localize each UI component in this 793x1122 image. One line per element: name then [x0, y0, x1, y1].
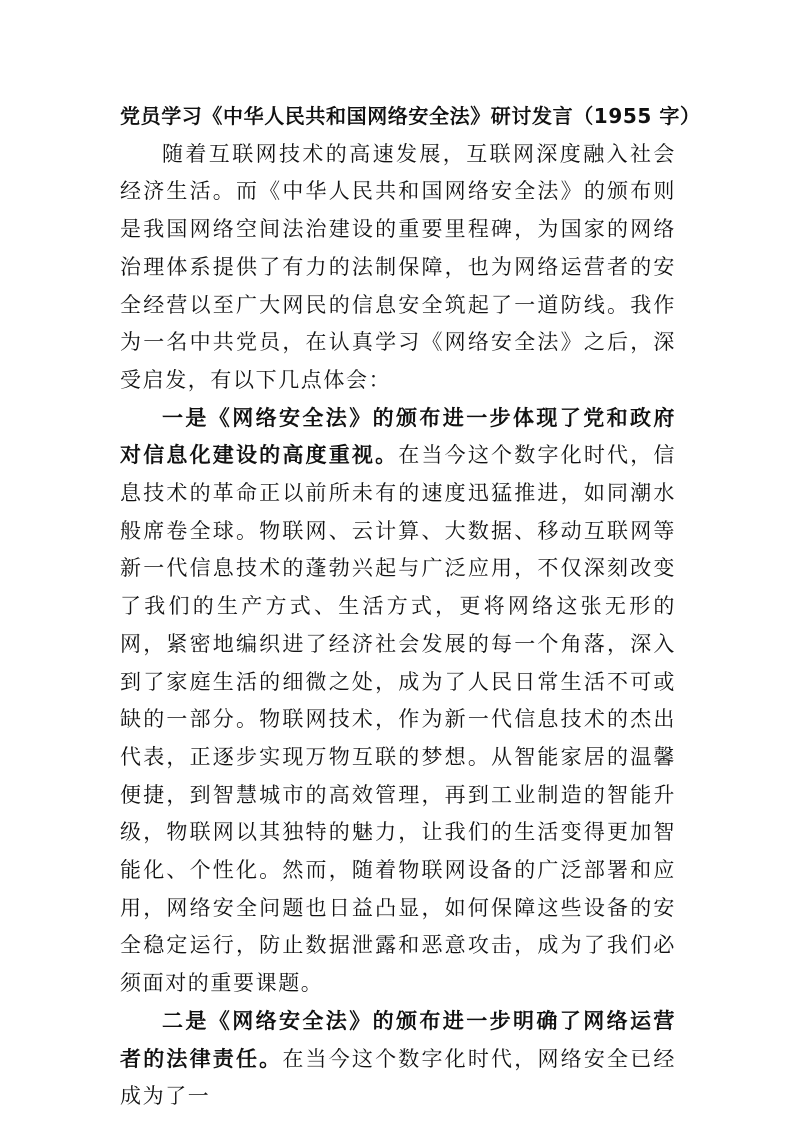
- paragraph-lead: 二是《网络安全法》的颁布进一步明确了网络运营者的法律责任。: [120, 1008, 676, 1071]
- document-title: 党员学习《中华人民共和国网络安全法》研讨发言（1955 字）: [120, 104, 701, 128]
- document-body: [120, 98, 701, 1116]
- paragraph-point-two: [120, 1003, 676, 1116]
- paragraph-text: 在当今这个数字化时代，信息技术的革命正以前所未有的速度迅猛推进，如同潮水般席卷全球。物联网、云计算、大数据、移动互联网等新一代信息技术的蓬勃兴起与广泛应用，不仅深刻改变了我们的生产方式、生活方式，更将网络这张无形的网，紧密地编织进了经济社会发展的每一个角落，深入到了家庭生活的细微之处，成为了人民日常生活不可或缺的一部分。物联网技术，作为新一代信息技术的杰出代表，正逐步实现万物互联的梦想。从智能家居的温馨便捷，到智慧城市的高效管理，再到工业制造的智能升级，物联网以其独特的魅力，让我们的生活变得更加智能化、个性化。然而，随着物联网设备的广泛部署和应用，网络安全问题也日益凸显，如何保障这些设备的安全稳定运行，防止数据泄露和恶意攻击，成为了我们必须面对的重要课题。: [120, 443, 676, 996]
- paragraph-lead: 一是《网络安全法》的颁布进一步体现了党和政府对信息化建设的高度重视。: [120, 405, 676, 468]
- paragraph-text: 在当今这个数字化时代，网络安全已经成为了一: [120, 1046, 676, 1109]
- paragraph-text: 随着互联网技术的高速发展，互联网深度融入社会经济生活。而《中华人民共和国网络安全法》的颁布则是我国网络空间法治建设的重要里程碑，为国家的网络治理体系提供了有力的法制保障，也为网络运营者的安全经营以至广大网民的信息安全筑起了一道防线。我作为一名中共党员，在认真学习《网络安全法》之后，深受启发，有以下几点体会：: [120, 141, 676, 392]
- paragraph-point-one: [120, 400, 676, 1003]
- paragraph-intro: [120, 136, 676, 400]
